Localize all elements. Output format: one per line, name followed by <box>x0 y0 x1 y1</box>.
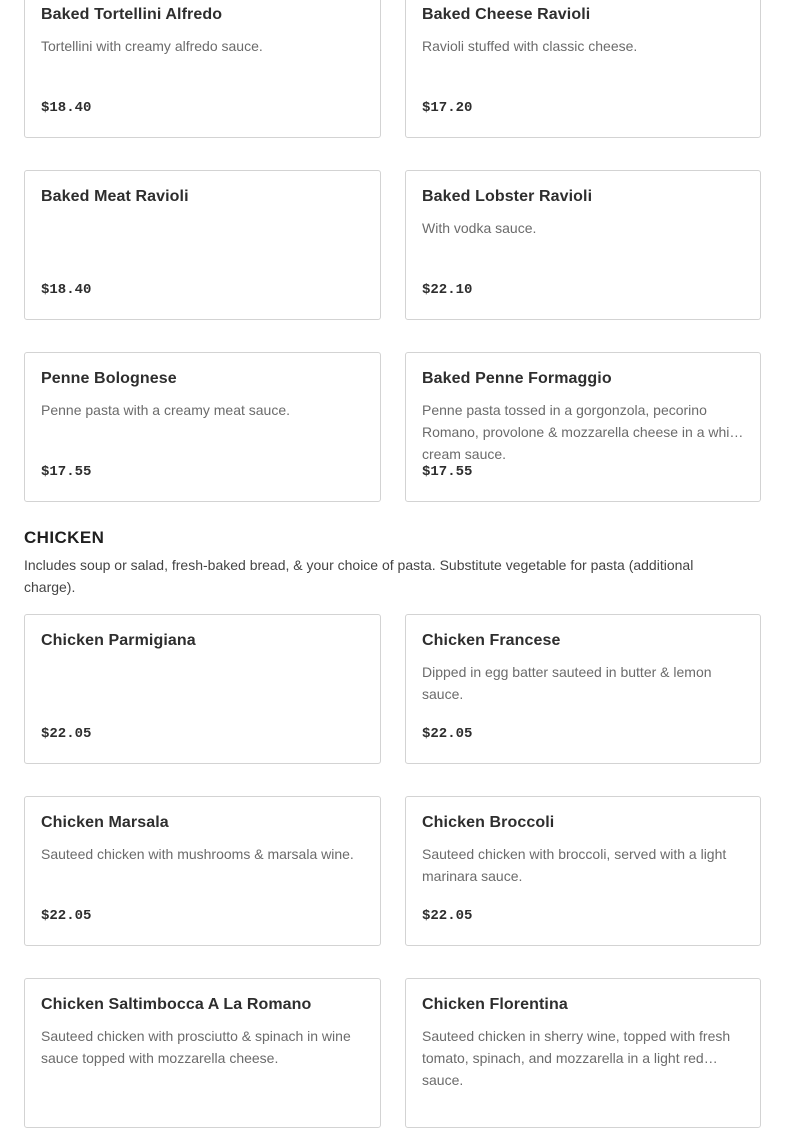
item-name: Chicken Francese <box>422 632 561 649</box>
item-price: $22.05 <box>41 726 92 742</box>
item-description: Sauteed chicken with prosciutto & spinach in wine sauce topped with mozzarella cheese. <box>41 1028 351 1066</box>
menu-item-card[interactable] <box>24 614 381 764</box>
menu-item-card[interactable] <box>24 352 381 502</box>
item-name: Chicken Marsala <box>41 814 169 831</box>
item-name: Baked Tortellini Alfredo <box>41 6 223 23</box>
item-price: $22.05 <box>422 726 473 742</box>
menu-item-card[interactable] <box>405 170 761 320</box>
item-name: Chicken Florentina <box>422 996 568 1013</box>
menu-item-card[interactable] <box>405 614 761 764</box>
menu-item-card[interactable] <box>405 352 761 502</box>
item-description: Sauteed chicken in sherry wine, topped with fresh tomato, spinach, and mozzarella in a light red sauce. <box>422 1028 731 1088</box>
item-description: Penne pasta tossed in a gorgonzola, pecorino Romano, provolone & mozzarella cheese in a white cream sauce. <box>422 402 742 462</box>
menu-item-card[interactable] <box>24 0 381 138</box>
item-name: Chicken Broccoli <box>422 814 555 831</box>
item-name: Baked Lobster Ravioli <box>422 188 593 205</box>
item-name: Baked Meat Ravioli <box>41 188 189 205</box>
section-title: CHICKEN <box>24 528 105 547</box>
item-price: $22.05 <box>41 908 92 924</box>
menu-item-card[interactable] <box>405 978 761 1128</box>
item-name: Chicken Parmigiana <box>41 632 196 649</box>
item-name: Penne Bolognese <box>41 370 177 387</box>
item-price: $18.40 <box>41 100 92 116</box>
item-description: Dipped in egg batter sauteed in butter & lemon sauce. <box>422 664 712 702</box>
menu-item-card[interactable] <box>405 0 761 138</box>
item-price: $17.55 <box>41 464 92 480</box>
item-price: $22.05 <box>422 908 473 924</box>
item-description: With vodka sauce. <box>422 220 537 236</box>
item-price: $18.40 <box>41 282 92 298</box>
item-price: $17.20 <box>422 100 473 116</box>
item-name: Chicken Saltimbocca A La Romano <box>41 996 312 1013</box>
menu-item-card[interactable] <box>405 796 761 946</box>
item-price: $17.55 <box>422 464 473 480</box>
menu-item-card[interactable] <box>24 978 381 1128</box>
item-description: Penne pasta with a creamy meat sauce. <box>41 402 291 418</box>
item-description: Sauteed chicken with broccoli, served with a light marinara sauce. <box>422 846 727 884</box>
item-description: Ravioli stuffed with classic cheese. <box>422 38 638 54</box>
menu-item-card[interactable] <box>24 170 381 320</box>
item-price: $22.10 <box>422 282 473 298</box>
item-name: Baked Penne Formaggio <box>422 370 612 387</box>
item-description: Sauteed chicken with mushrooms & marsala wine. <box>41 846 354 862</box>
section-description: Includes soup or salad, fresh-baked bread, & your choice of pasta. Substitute vegetable for pasta (additional charge). <box>24 557 694 595</box>
item-name: Baked Cheese Ravioli <box>422 6 591 23</box>
item-description: Tortellini with creamy alfredo sauce. <box>41 38 263 54</box>
menu-item-card[interactable] <box>24 796 381 946</box>
